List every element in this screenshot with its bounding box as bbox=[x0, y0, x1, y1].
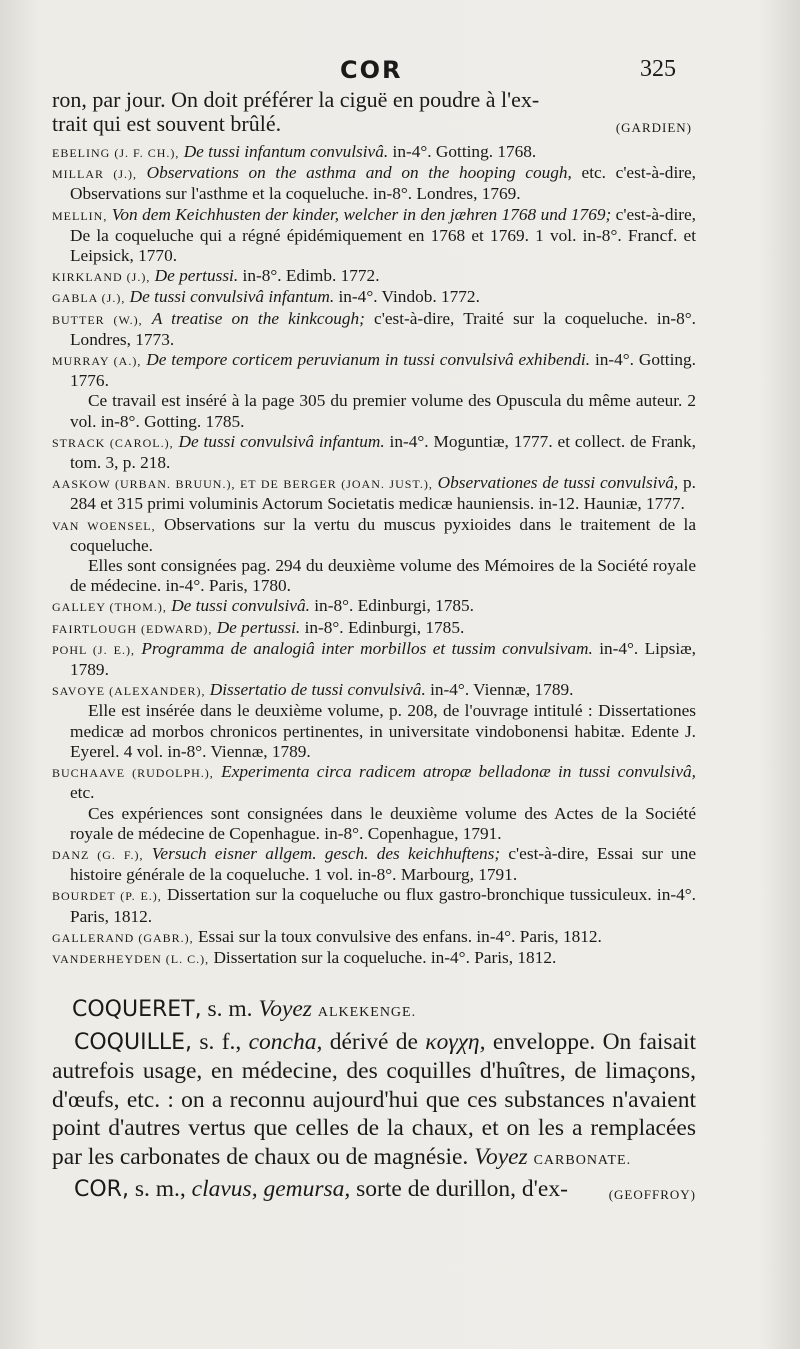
entry-details: Dissertation sur la coqueluche. in-4°. Paris, 1812. bbox=[213, 947, 557, 967]
entry-author: MILLAR (J.), bbox=[52, 167, 137, 182]
bibliography-entry bbox=[52, 432, 696, 473]
bibliography-entry bbox=[52, 762, 696, 803]
bibliography-entry bbox=[52, 618, 696, 639]
entry-author: BUTTER (W.), bbox=[52, 312, 143, 327]
entry-details: Dissertation sur la coqueluche ou flux gastro-bronchique tussiculeux. in-4°. Paris, 1812. bbox=[70, 885, 696, 926]
entry-author: FAIRTLOUGH (EDWARD), bbox=[52, 621, 213, 636]
entry-note: Elles sont consignées pag. 294 du deuxième volume des Mémoires de la Société royale de médecine. in-4°. Paris, 1780. bbox=[70, 556, 696, 596]
entry-details: etc. bbox=[70, 783, 95, 803]
entry-details: c'est-à-dire, Essai sur une histoire générale de la coqueluche. 1 vol. in-8°. Marbourg, 1791. bbox=[70, 843, 697, 885]
intro-signature: (GARDIEN) bbox=[615, 120, 692, 135]
entry-author: VANDERHEYDEN (L. C.), bbox=[52, 951, 210, 966]
entry-text: dérivé de bbox=[329, 1028, 418, 1055]
entry-title: De tussi convulsivâ infantum. bbox=[129, 287, 335, 307]
entry-title: De tussi infantum convulsivâ. bbox=[183, 142, 389, 161]
see-label: Voyez bbox=[474, 1143, 528, 1170]
entry-title: A treatise on the kinkcough; bbox=[151, 308, 365, 328]
headword: COQUERET, bbox=[72, 997, 202, 1023]
page-header bbox=[0, 56, 800, 86]
entry-title: Programma de analogiâ inter morbillos et tussim convulsivam. bbox=[141, 638, 593, 658]
bibliography-entry bbox=[52, 309, 696, 350]
entry-author: POHL (J. E.), bbox=[52, 642, 135, 657]
entry-details: Essai sur la toux convulsive des enfans. in-4°. Paris, 1812. bbox=[197, 926, 602, 946]
entry-details: in-8°. Edinburgi, 1785. bbox=[314, 596, 474, 616]
entry-title: De pertussi. bbox=[154, 266, 239, 286]
entry-details: in-4°. Gotting. 1768. bbox=[392, 142, 537, 161]
part-of-speech: s. m. bbox=[207, 996, 253, 1023]
entry-text: sorte de durillon, d'ex- bbox=[356, 1176, 568, 1203]
see-label: Voyez bbox=[258, 996, 312, 1023]
bibliography-entry bbox=[52, 844, 696, 885]
intro-line-2-text: trait qui est souvent brûlé. bbox=[52, 111, 282, 136]
entry-author: BUCHAAVE (RUDOLPH.), bbox=[52, 766, 214, 781]
dictionary-entry-coqueret bbox=[52, 995, 696, 1028]
entry-details: in-4°. Vindob. 1772. bbox=[338, 287, 480, 307]
running-head: COR bbox=[340, 56, 403, 84]
bibliography-entry bbox=[52, 927, 696, 948]
coquille-signature: (GEOFFROY) bbox=[608, 1187, 696, 1203]
entry-details: in-4°. Moguntiæ, 1777. et collect. de Frank, tom. 3, p. 218. bbox=[70, 431, 696, 473]
entry-details: c'est-à-dire, De la coqueluche qui a régné épidémiquement en 1768 et 1769. 1 vol. in-8°. Francf. et Leipsick, 1770. bbox=[70, 204, 697, 266]
latin-term: clavus, gemursa, bbox=[191, 1176, 351, 1203]
entry-details: in-4°. Viennæ, 1789. bbox=[430, 680, 574, 700]
entry-author: BOURDET (P. E.), bbox=[52, 889, 162, 904]
part-of-speech: s. m., bbox=[134, 1176, 186, 1203]
entry-title: De tempore corticem peruvianum in tussi convulsivâ exhibendi. bbox=[146, 350, 591, 370]
entry-details: Observations sur la vertu du muscus pyxioides dans le traitement de la coqueluche. bbox=[70, 514, 697, 555]
bibliography-entry bbox=[52, 287, 696, 308]
entry-details: p. 284 et 315 primi voluminis Actorum Societatis medicæ hauniensis. in-12. Hauniæ, 1777. bbox=[70, 473, 696, 514]
entry-details: in-8°. Edimb. 1772. bbox=[242, 266, 380, 286]
entry-title: Observations on the asthma and on the hooping cough, bbox=[146, 163, 572, 183]
entry-details: etc. c'est-à-dire, Observations sur l'asthme et la coqueluche. in-8°. Londres, 1769. bbox=[70, 163, 696, 204]
entry-author: GALLERAND (GABR.), bbox=[52, 930, 194, 945]
entry-title: Observationes de tussi convulsivâ, bbox=[437, 473, 679, 493]
bibliography-entry bbox=[52, 639, 696, 680]
entry-title: De pertussi. bbox=[216, 617, 301, 637]
entry-author: SAVOYE (ALEXANDER), bbox=[52, 684, 206, 699]
entry-author: EBELING (J. F. CH.), bbox=[52, 146, 180, 160]
headword: COR, bbox=[74, 1177, 129, 1203]
intro-line-2 bbox=[52, 112, 696, 136]
headword: COQUILLE, bbox=[74, 1029, 192, 1055]
bibliography-entry bbox=[52, 948, 696, 969]
greek-term: κογχη, bbox=[425, 1028, 486, 1055]
entry-note: Elle est insérée dans le deuxième volume, p. 208, de l'ouvrage intitulé : Dissertationes medicæ ad morbos chronicos pertinentes, in universitate vindobonensi habitæ. Edente J. Eyerel. 4 vol. in-8°. Viennæ, 1789. bbox=[70, 701, 696, 761]
entry-title: Dissertatio de tussi convulsivâ. bbox=[209, 680, 426, 700]
bibliography-entry bbox=[52, 163, 696, 204]
entry-title: Versuch eisner allgem. gesch. des keichhuftens; bbox=[151, 843, 501, 863]
entry-details: in-8°. Edinburgi, 1785. bbox=[304, 617, 465, 637]
bibliography-entry bbox=[52, 596, 696, 617]
entry-author: DANZ (G. F.), bbox=[52, 847, 144, 862]
bibliography-entry bbox=[52, 350, 696, 391]
bibliography-entry bbox=[52, 142, 696, 163]
bibliography-entry bbox=[52, 473, 696, 514]
bibliography-entry bbox=[52, 515, 696, 556]
entry-details: in-4°. Lipsiæ, 1789. bbox=[70, 638, 696, 680]
entry-author: VAN WOENSEL, bbox=[52, 518, 156, 533]
entry-author: KIRKLAND (J.), bbox=[52, 270, 151, 285]
entry-author: STRACK (CAROL.), bbox=[52, 435, 174, 450]
entry-author: AASKOW (URBAN. BRUUN.), ET DE BERGER (JOAN. JUST.), bbox=[52, 477, 433, 492]
entry-title: De tussi convulsivâ. bbox=[171, 596, 310, 616]
entry-note: Ces expériences sont consignées dans le deuxième volume des Actes de la Société royale de médecine de Copenhague. in-8°. Copenhague, 1791. bbox=[70, 803, 696, 843]
entry-author: GALLEY (THOM.), bbox=[52, 600, 167, 615]
entry-details: c'est-à-dire, Traité sur la coqueluche. in-8°. Londres, 1773. bbox=[70, 308, 696, 349]
entry-note: Ce travail est inséré à la page 305 du premier volume des Opuscula du même auteur. 2 vol. in-8°. Gotting. 1785. bbox=[70, 391, 696, 431]
bibliography-entry bbox=[52, 205, 696, 267]
intro-line-1: ron, par jour. On doit préférer la ciguë en poudre à l'ex- bbox=[52, 87, 540, 112]
entry-author: MELLIN, bbox=[52, 208, 108, 223]
part-of-speech: s. f., bbox=[199, 1028, 242, 1055]
bibliography-entry bbox=[52, 266, 696, 287]
entry-title: De tussi convulsivâ infantum. bbox=[178, 431, 385, 451]
entry-author: MURRAY (A.), bbox=[52, 354, 142, 369]
latin-term: concha, bbox=[248, 1028, 323, 1055]
page-body bbox=[52, 88, 696, 1210]
entry-details: in-4°. Gotting. 1776. bbox=[70, 350, 697, 391]
page-number: 325 bbox=[640, 56, 676, 82]
cross-reference: ALKEKENGE. bbox=[317, 1005, 417, 1021]
cross-reference: CARBONATE. bbox=[533, 1152, 632, 1168]
entry-text: enveloppe. On faisait autrefois usage, en médecine, des coquilles d'huîtres, de limaçons, d'œufs, etc. : on a reconnu aujourd'hui que ces substances n'avaient point d'autres vertus que celles de la chaux, et on les a remplacées par les carbonates de chaux ou de magnésie. bbox=[52, 1028, 697, 1170]
entry-author: GABLA (J.), bbox=[52, 291, 126, 306]
bibliography-entry bbox=[52, 885, 696, 926]
bibliography-entry bbox=[52, 680, 696, 701]
entry-title: Experimenta circa radicem atropæ belladonæ in tussi convulsivâ, bbox=[221, 762, 696, 782]
entry-title: Von dem Keichhusten der kinder, welcher in den jæhren 1768 und 1769; bbox=[111, 204, 612, 224]
